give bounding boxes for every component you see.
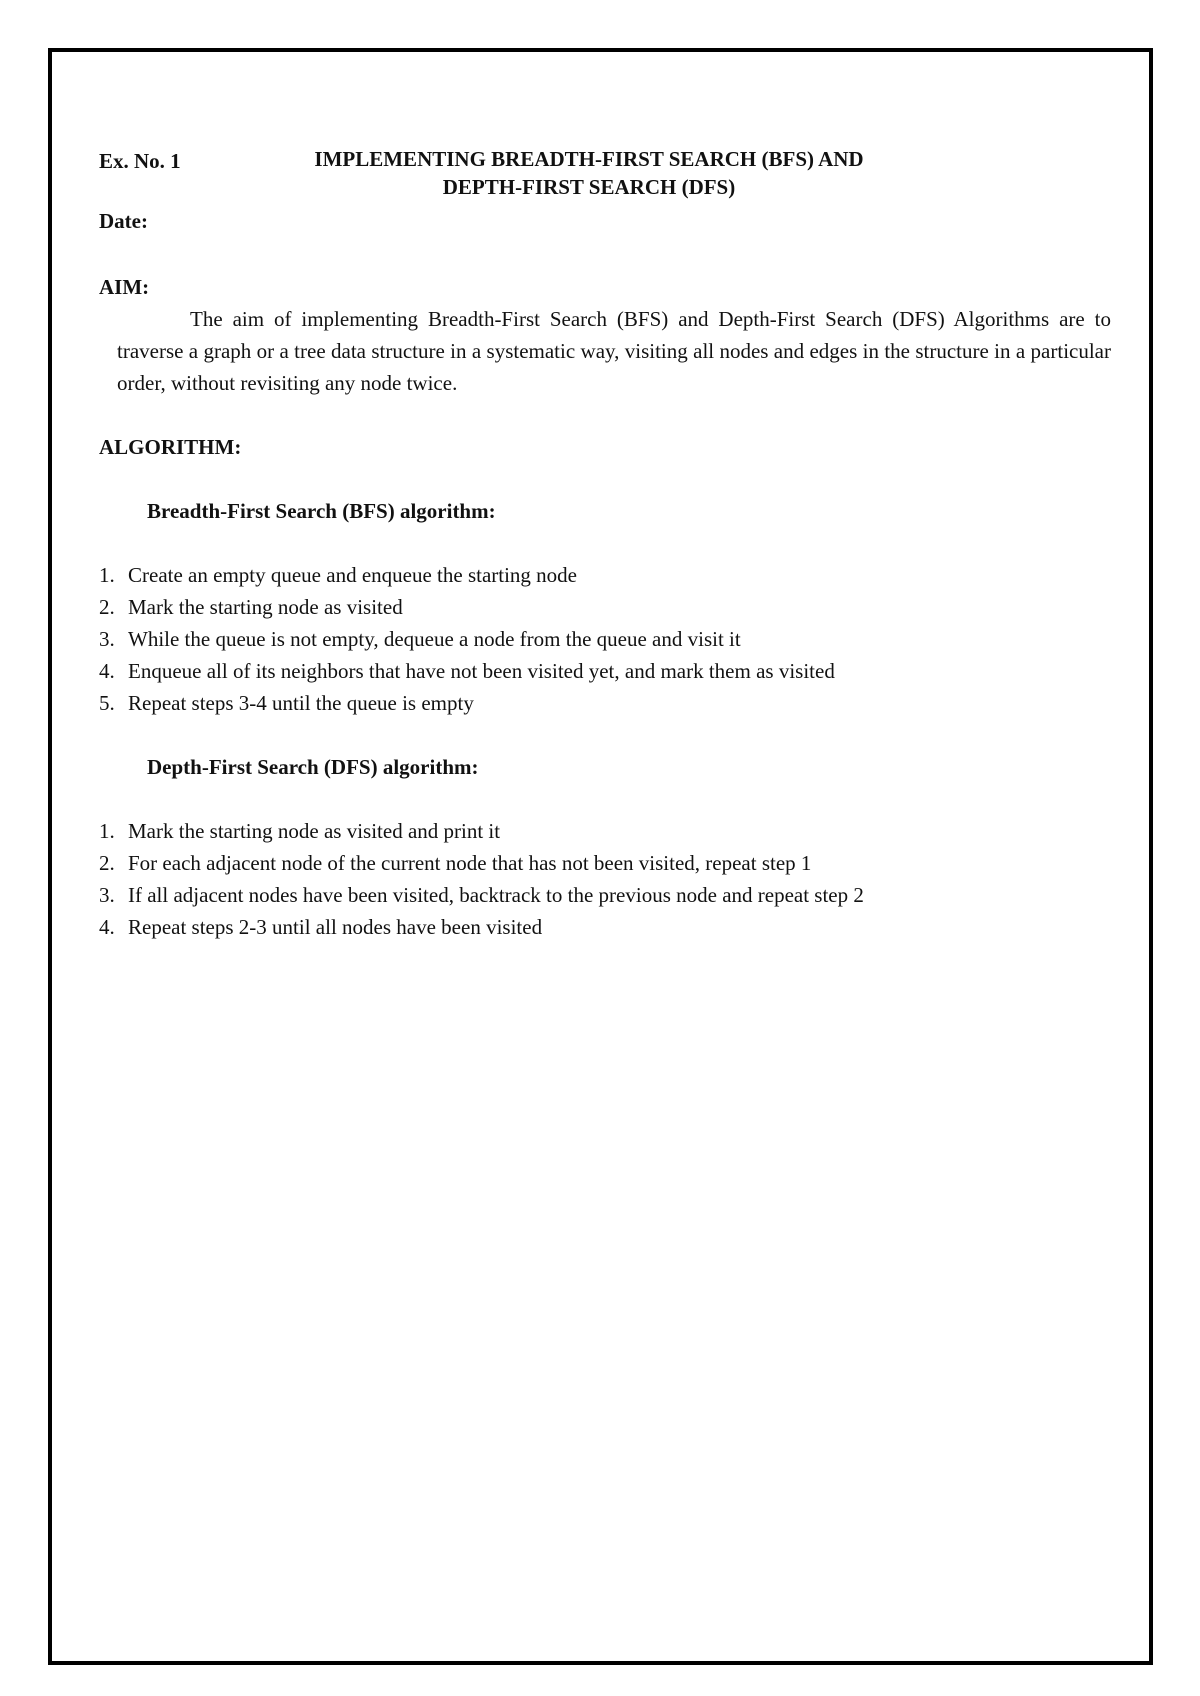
list-item: [99, 879, 1111, 911]
aim-heading: AIM:: [99, 275, 150, 299]
list-item: [99, 591, 1111, 623]
step-text: Enqueue all of its neighbors that have not been visited yet, and mark them as visited: [128, 659, 835, 683]
step-text: While the queue is not empty, dequeue a node from the queue and visit it: [128, 627, 741, 651]
page-title: [279, 145, 899, 201]
step-number: 3.: [99, 627, 115, 651]
step-text: Repeat steps 3-4 until the queue is empty: [128, 691, 474, 715]
bfs-steps: [99, 559, 1111, 719]
step-number: 1.: [99, 563, 115, 587]
step-text: Create an empty queue and enqueue the starting node: [128, 563, 577, 587]
bfs-heading: Breadth-First Search (BFS) algorithm:: [147, 499, 496, 523]
list-item: [99, 847, 1111, 879]
document-content: [99, 145, 1111, 943]
list-item: [99, 815, 1111, 847]
list-item: [99, 623, 1111, 655]
step-number: 1.: [99, 819, 115, 843]
step-number: 2.: [99, 851, 115, 875]
list-item: [99, 687, 1111, 719]
aim-paragraph: The aim of implementing Breadth-First Search (BFS) and Depth-First Search (DFS) Algorithms are to traverse a graph or a tree data structure in a systematic way, visiting all nodes and edges in the structure in a particular order, without revisiting any node twice.: [117, 307, 1111, 395]
list-item: [99, 559, 1111, 591]
dfs-heading: Depth-First Search (DFS) algorithm:: [147, 755, 479, 779]
header-row: [99, 145, 1111, 199]
step-number: 3.: [99, 883, 115, 907]
step-text: Repeat steps 2-3 until all nodes have been visited: [128, 915, 543, 939]
list-item: [99, 911, 1111, 943]
dfs-steps: [99, 815, 1111, 943]
step-text: For each adjacent node of the current node that has not been visited, repeat step 1: [128, 851, 812, 875]
exercise-number: Ex. No. 1: [99, 149, 181, 173]
algorithm-heading: ALGORITHM:: [99, 435, 242, 459]
list-item: [99, 655, 1111, 687]
step-number: 2.: [99, 595, 115, 619]
date-label: Date:: [99, 209, 148, 233]
title-line-1: IMPLEMENTING BREADTH-FIRST SEARCH (BFS) AND: [314, 147, 864, 171]
step-number: 4.: [99, 915, 115, 939]
step-text: Mark the starting node as visited and print it: [128, 819, 501, 843]
step-number: 5.: [99, 691, 115, 715]
step-number: 4.: [99, 659, 115, 683]
step-text: Mark the starting node as visited: [128, 595, 403, 619]
title-line-2: DEPTH-FIRST SEARCH (DFS): [442, 175, 736, 199]
step-text: If all adjacent nodes have been visited, backtrack to the previous node and repeat step 2: [128, 883, 864, 907]
